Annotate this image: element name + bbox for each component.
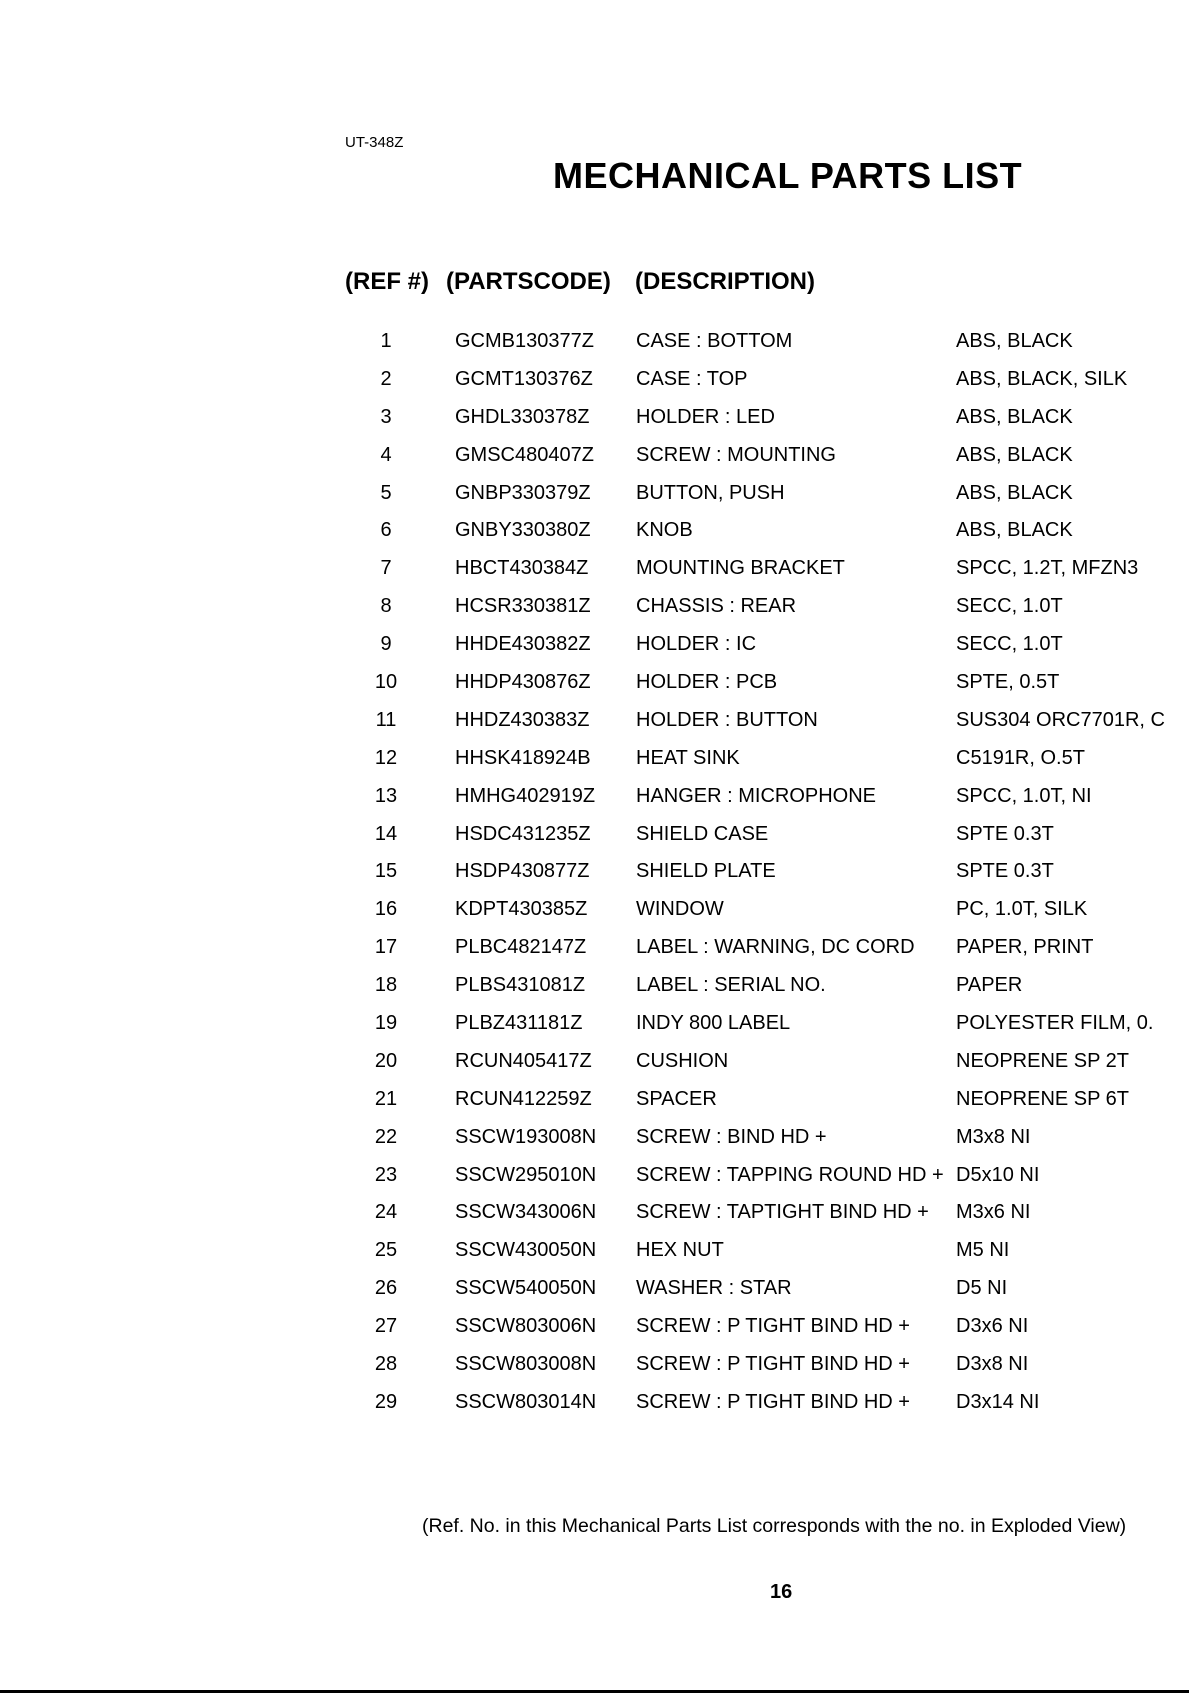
part-description: CHASSIS : REAR [636, 595, 797, 618]
ref-number: 24 [374, 1201, 398, 1224]
ref-number: 25 [374, 1239, 398, 1262]
ref-number: 12 [374, 746, 398, 769]
ref-number: 18 [374, 974, 398, 997]
part-material: ABS, BLACK [956, 443, 1073, 466]
part-description: SPACER [636, 1087, 717, 1110]
table-row [0, 743, 1189, 781]
ref-number: 4 [380, 443, 392, 466]
table-row [0, 478, 1189, 516]
ref-number: 23 [374, 1163, 398, 1186]
part-material: PC, 1.0T, SILK [956, 898, 1088, 921]
part-material: PAPER, PRINT [956, 936, 1094, 959]
part-material: NEOPRENE SP 2T [956, 1049, 1130, 1072]
ref-number: 27 [374, 1315, 398, 1338]
ref-number: 11 [375, 708, 397, 731]
part-material: M3x8 NI [956, 1125, 1031, 1148]
ref-number: 2 [380, 367, 392, 390]
table-row [0, 1273, 1189, 1311]
part-material: ABS, BLACK [956, 330, 1073, 352]
table-row [0, 894, 1189, 932]
ref-number: 29 [374, 1390, 398, 1413]
part-material: ABS, BLACK [956, 519, 1073, 542]
part-material: SPTE 0.3T [956, 822, 1054, 845]
part-code: GNBY330380Z [455, 519, 591, 542]
ref-number: 28 [374, 1353, 398, 1376]
part-description: HEAT SINK [636, 746, 740, 769]
table-row [0, 781, 1189, 819]
part-description: HOLDER : IC [636, 633, 757, 656]
ref-number: 8 [380, 595, 392, 618]
part-description: CUSHION [636, 1049, 729, 1072]
ref-number: 6 [380, 519, 392, 542]
part-description: WINDOW [636, 898, 724, 921]
part-material: NEOPRENE SP 6T [956, 1087, 1130, 1110]
part-description: HOLDER : BUTTON [636, 708, 818, 731]
table-row [0, 402, 1189, 440]
part-material: ABS, BLACK [956, 405, 1073, 428]
table-row [0, 1311, 1189, 1349]
ref-number: 22 [374, 1125, 398, 1148]
ref-number: 7 [380, 557, 392, 580]
part-code: GMSC480407Z [455, 443, 594, 466]
part-description: CASE : BOTTOM [636, 330, 793, 352]
table-row [0, 591, 1189, 629]
column-header-ref: (REF #) [345, 268, 429, 295]
part-description: HEX NUT [636, 1239, 724, 1262]
part-material: SECC, 1.0T [956, 595, 1063, 618]
table-row [0, 1197, 1189, 1235]
part-code: KDPT430385Z [455, 898, 588, 921]
ref-number: 9 [380, 633, 392, 656]
ref-number: 10 [374, 671, 398, 694]
table-row [0, 1122, 1189, 1160]
part-description: LABEL : SERIAL NO. [636, 974, 826, 997]
part-description: INDY 800 LABEL [636, 1012, 791, 1035]
table-row [0, 1046, 1189, 1084]
model-number: UT-348Z [345, 134, 404, 151]
ref-number: 21 [374, 1087, 398, 1110]
part-material: M3x6 NI [956, 1201, 1031, 1224]
table-row [0, 1349, 1189, 1387]
part-material: SPCC, 1.2T, MFZN3 [956, 557, 1139, 580]
part-material: SECC, 1.0T [956, 633, 1063, 656]
table-row [0, 705, 1189, 743]
table-row [0, 629, 1189, 667]
part-code: SSCW193008N [455, 1125, 597, 1148]
table-row [0, 856, 1189, 894]
part-material: SUS304 ORC7701R, C [956, 708, 1165, 731]
part-description: SHIELD PLATE [636, 860, 776, 883]
page-number: 16 [770, 1581, 793, 1603]
table-row [0, 970, 1189, 1008]
part-description: SCREW : P TIGHT BIND HD + [636, 1390, 910, 1413]
part-material: D3x6 NI [956, 1315, 1029, 1338]
ref-number: 19 [374, 1012, 398, 1035]
part-code: HHSK418924B [455, 746, 591, 769]
table-row [0, 326, 1189, 364]
table-row [0, 1387, 1189, 1425]
part-code: HSDP430877Z [455, 860, 590, 883]
part-code: HHDP430876Z [455, 671, 591, 694]
part-code: HBCT430384Z [455, 557, 589, 580]
part-description: CASE : TOP [636, 367, 748, 390]
part-code: RCUN412259Z [455, 1087, 592, 1110]
part-description: BUTTON, PUSH [636, 481, 785, 504]
part-code: HSDC431235Z [455, 822, 591, 845]
table-row [0, 819, 1189, 857]
ref-number: 17 [374, 936, 398, 959]
table-row [0, 1235, 1189, 1273]
part-code: HMHG402919Z [455, 784, 596, 807]
part-material: ABS, BLACK, SILK [956, 367, 1128, 390]
part-code: GHDL330378Z [455, 405, 590, 428]
part-material: D5x10 NI [956, 1163, 1040, 1186]
part-description: HANGER : MICROPHONE [636, 784, 877, 807]
table-row [0, 1084, 1189, 1122]
ref-number: 14 [374, 822, 398, 845]
part-code: RCUN405417Z [455, 1049, 592, 1072]
part-material: SPTE, 0.5T [956, 671, 1060, 694]
ref-number: 3 [380, 405, 392, 428]
part-code: HHDE430382Z [455, 633, 591, 656]
part-material: SPTE 0.3T [956, 860, 1054, 883]
part-code: PLBZ431181Z [455, 1012, 583, 1035]
part-code: GCMT130376Z [455, 367, 593, 390]
part-code: SSCW803014N [455, 1390, 597, 1413]
ref-number: 5 [380, 481, 392, 504]
part-code: HCSR330381Z [455, 595, 591, 618]
table-row [0, 1008, 1189, 1046]
ref-number: 1 [380, 330, 392, 352]
part-material: M5 NI [956, 1239, 1010, 1262]
part-material: ABS, BLACK [956, 481, 1073, 504]
part-material: D3x8 NI [956, 1353, 1029, 1376]
part-code: SSCW803006N [455, 1315, 597, 1338]
part-description: WASHER : STAR [636, 1277, 792, 1300]
ref-number: 15 [374, 860, 398, 883]
part-code: GNBP330379Z [455, 481, 591, 504]
table-row [0, 515, 1189, 553]
part-material: D5 NI [956, 1277, 1008, 1300]
part-code: SSCW295010N [455, 1163, 597, 1186]
parts-table [0, 326, 1189, 1425]
table-row [0, 1160, 1189, 1198]
part-material: D3x14 NI [956, 1390, 1040, 1413]
part-code: GCMB130377Z [455, 330, 594, 352]
column-header-description: (DESCRIPTION) [635, 268, 815, 295]
table-row [0, 932, 1189, 970]
ref-number: 26 [374, 1277, 398, 1300]
table-row [0, 440, 1189, 478]
footer-note: (Ref. No. in this Mechanical Parts List corresponds with the no. in Exploded View) [422, 1515, 1127, 1537]
ref-number: 16 [374, 898, 398, 921]
part-description: SCREW : TAPPING ROUND HD + [636, 1163, 944, 1186]
part-description: SHIELD CASE [636, 822, 769, 845]
part-code: PLBS431081Z [455, 974, 586, 997]
part-description: SCREW : P TIGHT BIND HD + [636, 1353, 910, 1376]
table-row [0, 667, 1189, 705]
part-code: HHDZ430383Z [455, 708, 590, 731]
part-code: SSCW803008N [455, 1353, 597, 1376]
table-row [0, 364, 1189, 402]
part-description: SCREW : TAPTIGHT BIND HD + [636, 1201, 929, 1224]
part-description: SCREW : MOUNTING [636, 443, 836, 466]
part-code: SSCW343006N [455, 1201, 597, 1224]
part-description: HOLDER : PCB [636, 671, 778, 694]
part-code: SSCW430050N [455, 1239, 597, 1262]
part-description: SCREW : P TIGHT BIND HD + [636, 1315, 910, 1338]
part-code: SSCW540050N [455, 1277, 597, 1300]
page-title: MECHANICAL PARTS LIST [553, 155, 1023, 196]
part-description: KNOB [636, 519, 693, 542]
part-code: PLBC482147Z [455, 936, 587, 959]
part-description: MOUNTING BRACKET [636, 557, 845, 580]
part-material: POLYESTER FILM, 0. [956, 1012, 1154, 1035]
part-material: SPCC, 1.0T, NI [956, 784, 1092, 807]
part-description: LABEL : WARNING, DC CORD [636, 936, 915, 959]
part-material: C5191R, O.5T [956, 746, 1085, 769]
ref-number: 13 [374, 784, 398, 807]
part-description: SCREW : BIND HD + [636, 1125, 827, 1148]
part-material: PAPER [956, 974, 1023, 997]
ref-number: 20 [374, 1049, 398, 1072]
part-description: HOLDER : LED [636, 405, 775, 428]
column-header-partscode: (PARTSCODE) [446, 268, 611, 295]
table-row [0, 553, 1189, 591]
